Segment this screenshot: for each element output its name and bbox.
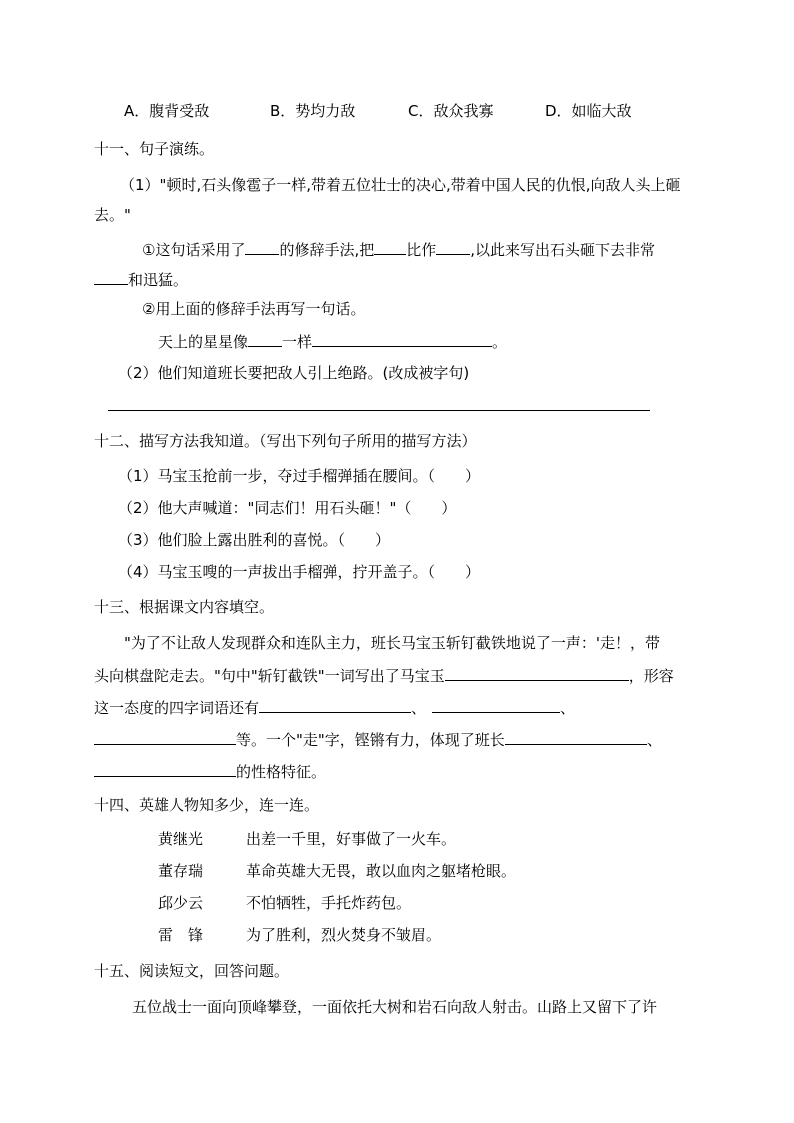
hero-desc: 革命英雄大无畏，敢以血肉之躯堵枪眼。 (246, 862, 517, 880)
section-14-title: 十四、英雄人物知多少，连一连。 (94, 796, 320, 814)
hero-name: 雷 锋 (158, 926, 204, 944)
option-d: D．如临大敌 (545, 102, 632, 120)
answer-blank[interactable] (259, 696, 411, 713)
match-row[interactable] (158, 924, 441, 946)
s13-text: 、 (411, 699, 427, 717)
s11-q1-example (158, 330, 507, 353)
answer-line[interactable] (108, 410, 650, 411)
s13-text: 、 (646, 731, 662, 749)
s11-q1-line3 (142, 238, 655, 261)
s11-q1-line4 (94, 268, 188, 291)
s11-q1-text: ①这句话采用了 (142, 241, 246, 259)
s11-q2: （2）他们知道班长要把敌人引上绝路。(改成被字句) (118, 364, 470, 382)
s11-q1-text: ,以此来写出石头砸下去非常 (470, 241, 656, 259)
answer-blank[interactable] (245, 238, 279, 255)
answer-blank[interactable] (436, 238, 470, 255)
answer-blank[interactable] (505, 728, 647, 745)
hero-name: 邱少云 (158, 894, 204, 912)
answer-blank[interactable] (312, 330, 492, 347)
s11-example-text: 。 (492, 333, 508, 351)
s11-q1-subtask: ②用上面的修辞手法再写一句话。 (142, 300, 366, 318)
s12-item: （2）他大声喊道："同志们！用石头砸！"（ ） (118, 499, 457, 517)
s13-text: 、 (560, 699, 576, 717)
s11-q1-line2: 去。" (94, 206, 131, 224)
s12-item: （1）马宝玉抢前一步，夺过手榴弹插在腰间。（ ） (118, 467, 481, 485)
answer-blank[interactable] (94, 728, 236, 745)
s11-q1-text: 的修辞手法,把 (279, 241, 375, 259)
answer-blank[interactable] (374, 238, 406, 255)
match-row[interactable] (158, 828, 456, 850)
match-row[interactable] (158, 860, 516, 882)
hero-name: 黄继光 (158, 830, 204, 848)
section-11-title: 十一、句子演练。 (94, 140, 215, 158)
s13-line4 (94, 728, 662, 751)
answer-blank[interactable] (94, 268, 128, 285)
s13-text: 等。一个"走"字，铿锵有力，体现了班长 (236, 731, 505, 749)
section-13-title: 十三、根据课文内容填空。 (94, 598, 275, 616)
s13-text: 的性格特征。 (236, 763, 327, 781)
s11-q1-line1: （1）"顿时,石头像雹子一样,带着五位壮士的决心,带着中国人民的仇恨,向敌人头上砸 (120, 176, 681, 194)
s11-example-text: 一样 (282, 333, 313, 351)
answer-blank[interactable] (94, 760, 236, 777)
option-a: A．腹背受敌 (124, 102, 210, 120)
s12-item: （3）他们脸上露出胜利的喜悦。（ ） (118, 531, 391, 549)
option-c: C．敌众我寡 (408, 102, 494, 120)
s13-line2 (94, 664, 674, 687)
s13-text: 这一态度的四字词语还有 (94, 699, 260, 717)
section-15-title: 十五、阅读短文，回答问题。 (94, 962, 290, 980)
s15-passage: 五位战士一面向顶峰攀登，一面依托大树和岩石向敌人射击。山路上又留下了许 (132, 998, 658, 1016)
option-b: B．势均力敌 (270, 102, 356, 120)
s13-text: ，形容 (628, 667, 674, 685)
match-row[interactable] (158, 892, 411, 914)
hero-desc: 出差一千里，好事做了一火车。 (246, 830, 457, 848)
hero-desc: 为了胜利，烈火焚身不皱眉。 (246, 926, 442, 944)
s13-line3 (94, 696, 575, 719)
s12-item: （4）马宝玉嗖的一声拔出手榴弹，拧开盖子。（ ） (118, 563, 481, 581)
answer-blank[interactable] (248, 330, 282, 347)
section-12-title: 十二、描写方法我知道。（写出下列句子所用的描写方法） (94, 432, 477, 450)
s13-text: 头向棋盘陀走去。"句中"斩钉截铁"一词写出了马宝玉 (94, 667, 445, 685)
s11-q1-tail: 和迅猛。 (128, 271, 189, 289)
s13-line5 (94, 760, 326, 783)
s13-line1: "为了不让敌人发现群众和连队主力，班长马宝玉斩钉截铁地说了一声：'走！，带 (124, 634, 661, 652)
s11-example-text: 天上的星星像 (158, 333, 249, 351)
s11-q1-text: 比作 (406, 241, 437, 259)
choice-options (124, 100, 632, 122)
answer-blank[interactable] (432, 696, 560, 713)
hero-desc: 不怕牺牲，手托炸药包。 (246, 894, 412, 912)
hero-name: 董存瑞 (158, 862, 204, 880)
answer-blank[interactable] (445, 664, 629, 681)
